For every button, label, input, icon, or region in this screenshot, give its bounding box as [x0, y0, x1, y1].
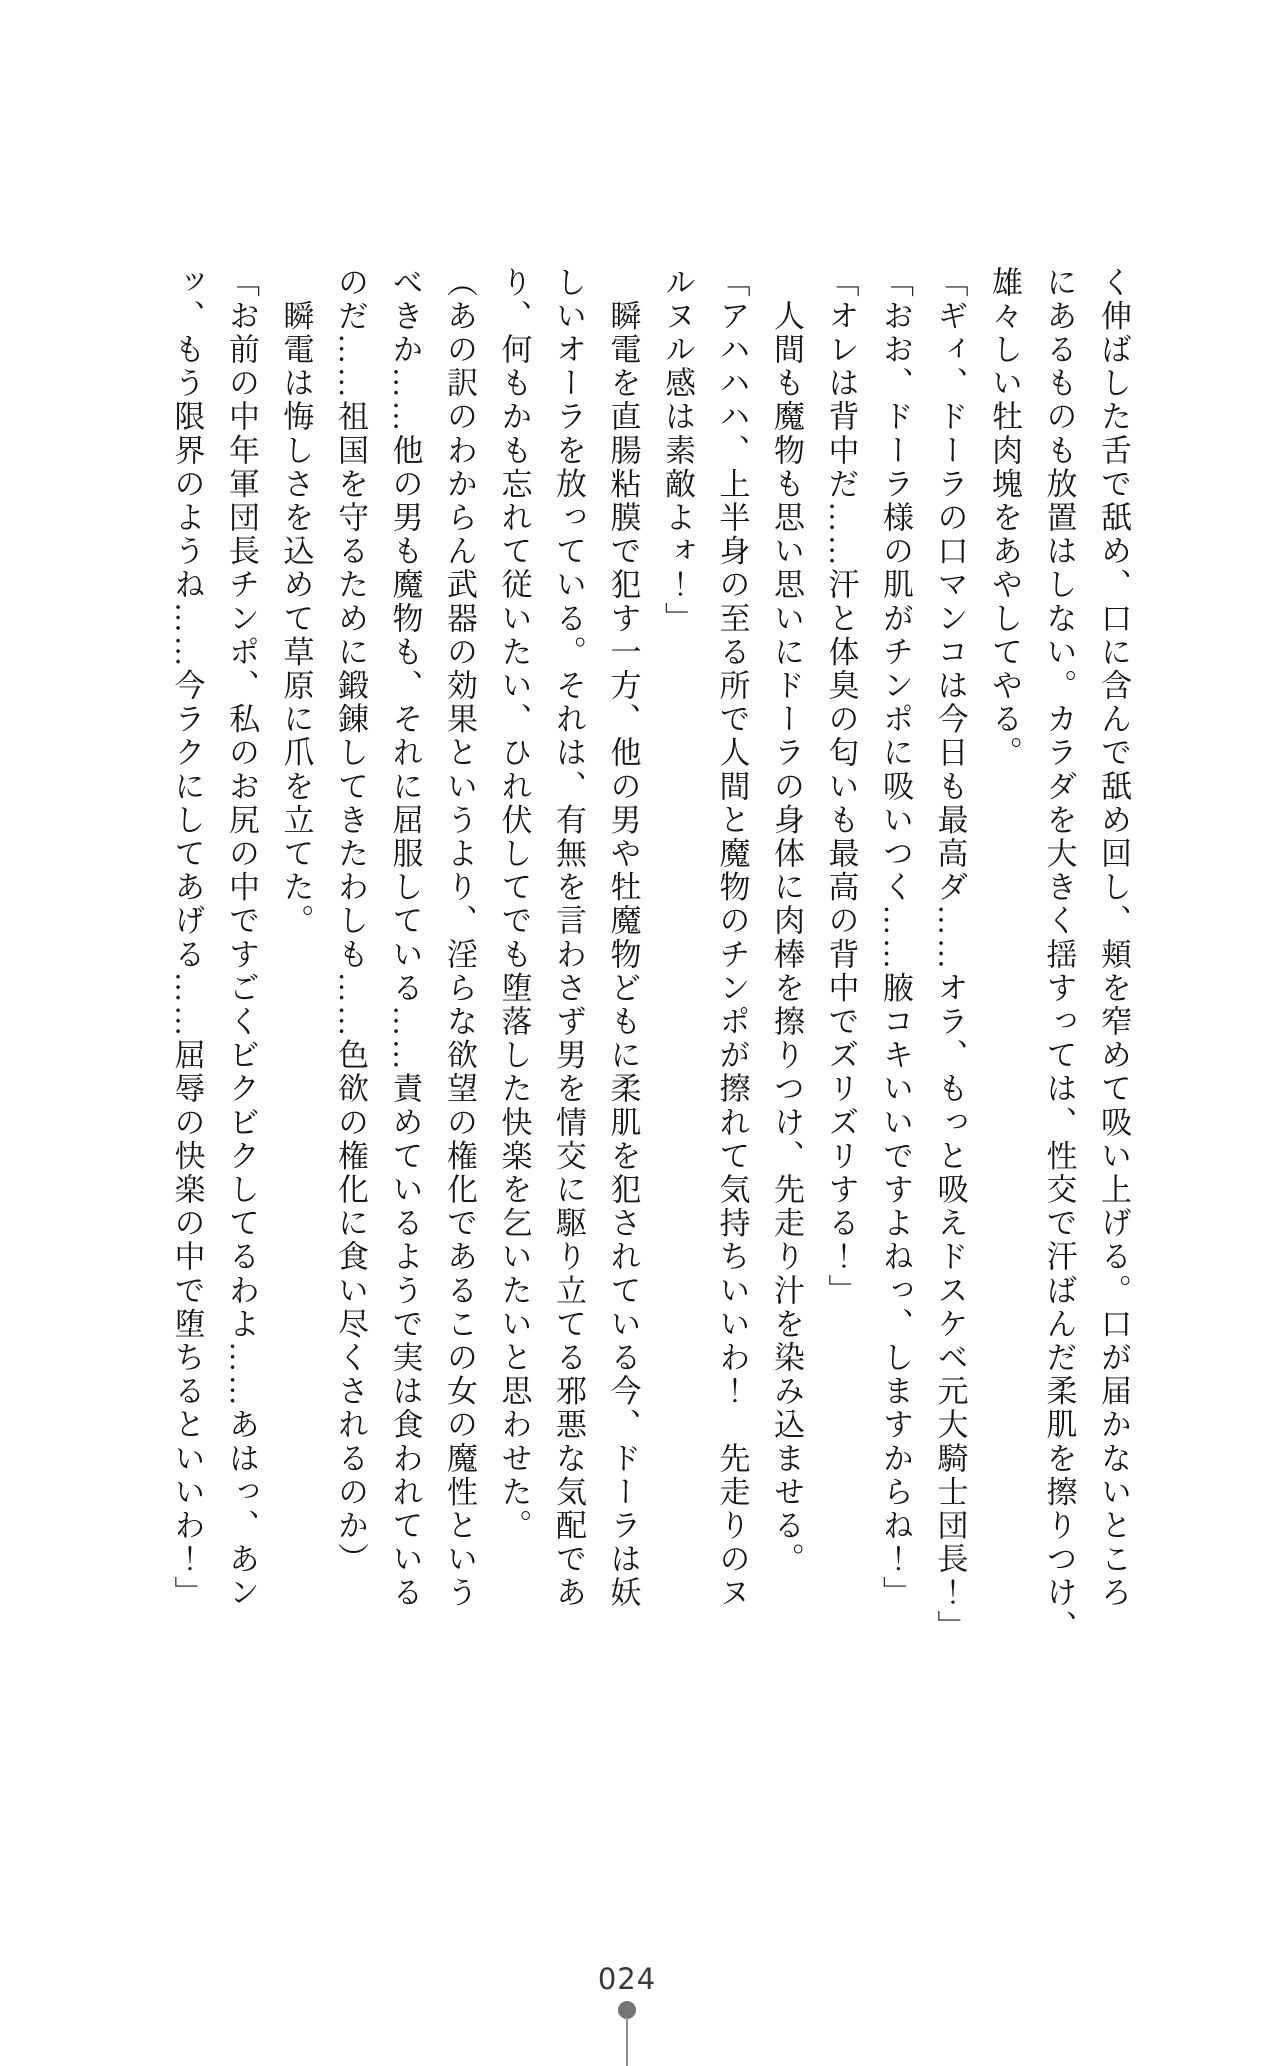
text-line: ルヌル感は素敵よォ！」 — [660, 266, 695, 636]
text-line: 「お前の中年軍団長チンポ、私のお尻の中ですごくビクビクしてるわよ……あはっ、あン — [224, 266, 259, 1610]
text-line: しいオーラを放っている。それは、有無を言わさず男を情交に駆り立てる邪悪な気配であ — [551, 266, 586, 1610]
text-line: にあるものも放置はしない。カラダを大きく揺すっては、性交で汗ばんだ柔肌を擦りつけ、 — [1041, 266, 1077, 1644]
text-line: 雄々しい牡肉塊をあやしてやる。 — [987, 266, 1022, 770]
text-line: ッ、もう限界のようね……今ラクにしてあげる……屈辱の快楽の中で堕ちるといいわ！」 — [169, 266, 205, 1610]
text-line: 人間も魔物も思い思いにドーラの身体に肉棒を擦りつけ、先走り汁を染み込ませる。 — [769, 266, 804, 1577]
vertical-text-block — [159, 266, 1140, 1644]
text-line: 瞬電を直腸粘膜で犯す一方、他の男や牡魔物どもに柔肌を犯されている今、ドーラは妖 — [605, 266, 641, 1610]
text-line: く伸ばした舌で舐め、口に含んで舐め回し、頬を窄めて吸い上げる。口が届かないところ — [1096, 266, 1131, 1610]
text-line: 「ギィ、ドーラの口マンコは今日も最高ダ……オラ、もっと吸えドスケベ元大騎士団長！」 — [932, 266, 968, 1644]
text-line: 「アハハハ、上半身の至る所で人間と魔物のチンポが擦れて気持ちいいわ！ 先走りのヌ — [714, 266, 750, 1610]
text-line: 瞬電は悔しさを込めて草原に爪を立てた。 — [278, 266, 314, 938]
text-line: 「おお、ドーラ様の肌がチンポに吸いつく……腋コキいいですよねっ、しますからね！」 — [878, 266, 913, 1610]
text-line: り、何もかも忘れて従いたい、ひれ伏してでも堕落した快楽を乞いたいと思わせた。 — [496, 266, 532, 1543]
footer-rule-ornament — [626, 2017, 628, 2066]
page-number: 024 — [597, 1962, 657, 1996]
text-line: のだ……祖国を守るために鍛錬してきたわしも……色欲の権化に食い尽くされるのか） — [333, 266, 368, 1577]
text-line: べきか……他の男も魔物も、それに屈服している……責めているようで実は食われている — [387, 266, 423, 1610]
text-line: （あの訳のわからん武器の効果というより、淫らな欲望の権化であるこの女の魔性という — [442, 266, 477, 1610]
text-line: 「オレは背中だ……汗と体臭の匂いも最高の背中でズリズリする！」 — [823, 266, 859, 1308]
